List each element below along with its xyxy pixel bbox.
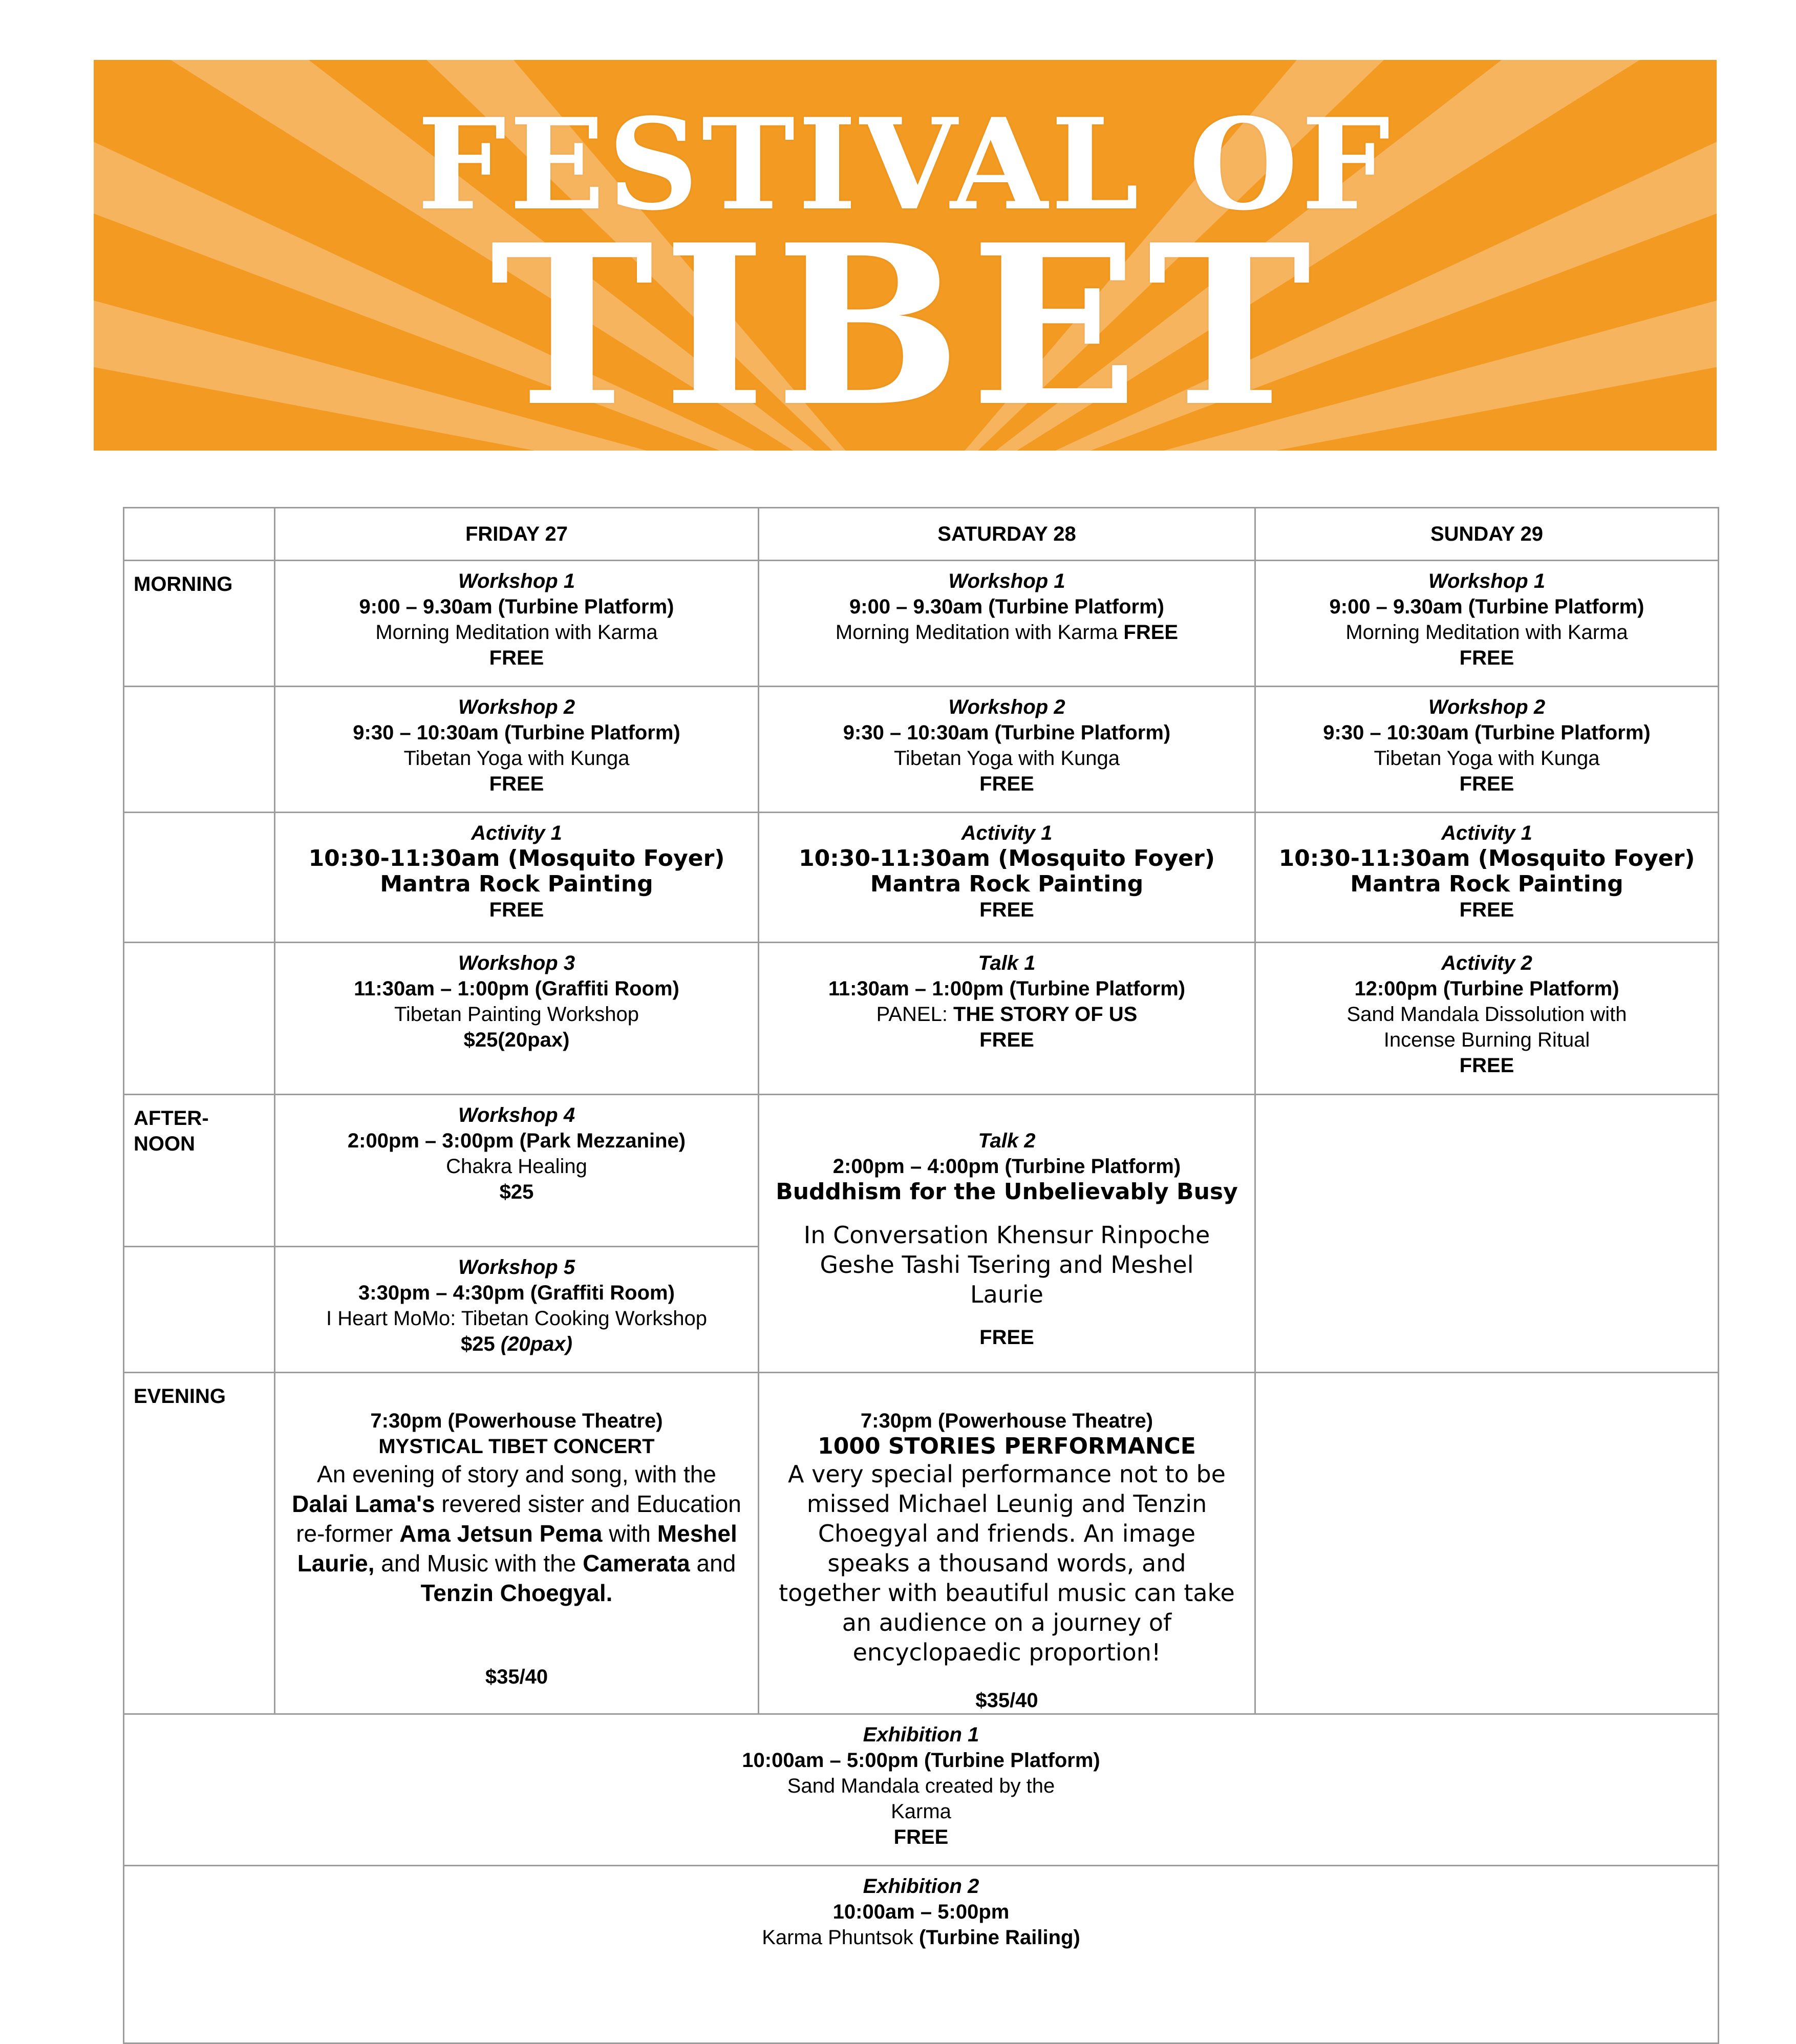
event-price: FREE bbox=[1459, 647, 1514, 669]
event-price: FREE bbox=[1459, 773, 1514, 795]
event-cell bbox=[759, 1373, 1255, 1714]
event-price: $25 bbox=[499, 1181, 534, 1203]
event-cell bbox=[759, 813, 1255, 943]
table-row bbox=[124, 1095, 1719, 1247]
event-description: A very special performance not to be missed Michael Leunig and Tenzin Choegyal and friends. An image speaks a thousand words, and together with beautiful music can take an audience on a journey of encyclopaedic proportion! bbox=[779, 1460, 1235, 1666]
event-time: 11:30am – 1:00pm (Graffiti Room) bbox=[354, 977, 679, 1000]
desc-highlight: Dalai Lama's bbox=[292, 1491, 435, 1517]
event-cell bbox=[275, 687, 759, 813]
empty-cell bbox=[1255, 1373, 1719, 1714]
event-title: Buddhism for the Unbelievably Busy bbox=[776, 1179, 1238, 1205]
slot-empty bbox=[124, 1247, 275, 1373]
event-price: FREE bbox=[979, 1326, 1034, 1349]
banner-title-line1: FESTIVAL OF bbox=[417, 91, 1394, 238]
event-price: $35/40 bbox=[975, 1689, 1038, 1712]
slot-evening: EVENING bbox=[124, 1373, 275, 1714]
empty-cell bbox=[1255, 1095, 1719, 1373]
desc-highlight: Meshel Laurie, bbox=[297, 1520, 737, 1577]
exhibition-cell bbox=[124, 1714, 1719, 1866]
event-description-text: Morning Meditation with Karma bbox=[835, 621, 1118, 644]
event-cell bbox=[759, 687, 1255, 813]
event-description-line2: Karma bbox=[891, 1800, 951, 1823]
event-description: Mantra Rock Painting bbox=[870, 871, 1144, 897]
event-type: Workshop 1 bbox=[458, 570, 575, 592]
event-description: Tibetan Yoga with Kunga bbox=[403, 747, 630, 770]
event-time: 10:30-11:30am (Mosquito Foyer) bbox=[308, 845, 725, 871]
event-description-prefix: PANEL: bbox=[876, 1003, 954, 1026]
event-type: Workshop 1 bbox=[948, 570, 1065, 592]
desc-highlight: Camerata bbox=[583, 1550, 690, 1577]
event-time: 9:00 – 9.30am (Turbine Platform) bbox=[849, 595, 1164, 618]
event-description: Mantra Rock Painting bbox=[1350, 871, 1623, 897]
event-price: FREE bbox=[893, 1826, 949, 1848]
event-cell bbox=[1255, 943, 1719, 1095]
event-time: 2:00pm – 3:00pm (Park Mezzanine) bbox=[347, 1130, 686, 1152]
event-time: 10:30-11:30am (Mosquito Foyer) bbox=[1278, 845, 1695, 871]
event-description bbox=[131, 1925, 1712, 1950]
event-cell bbox=[759, 561, 1255, 687]
event-cell bbox=[275, 1095, 759, 1247]
event-time: 9:30 – 10:30am (Turbine Platform) bbox=[1323, 721, 1651, 744]
event-time: 9:00 – 9.30am (Turbine Platform) bbox=[1329, 595, 1644, 618]
event-time: 10:00am – 5:00pm (Turbine Platform) bbox=[742, 1749, 1100, 1772]
event-type: Talk 1 bbox=[978, 952, 1036, 974]
event-title: 1000 STORIES PERFORMANCE bbox=[818, 1433, 1196, 1459]
event-type: Workshop 5 bbox=[458, 1256, 575, 1279]
exhibition-cell bbox=[124, 1866, 1719, 2043]
event-cell bbox=[759, 1095, 1255, 1373]
event-description: Morning Meditation with Karma bbox=[1345, 621, 1628, 644]
event-description: Mantra Rock Painting bbox=[380, 871, 653, 897]
event-time: 3:30pm – 4:30pm (Graffiti Room) bbox=[358, 1282, 675, 1304]
event-description bbox=[282, 1459, 752, 1608]
table-header-row bbox=[124, 508, 1719, 561]
event-price: $25(20pax) bbox=[463, 1029, 570, 1051]
event-description: Morning Meditation with Karma bbox=[375, 621, 658, 644]
event-time: 7:30pm (Powerhouse Theatre) bbox=[860, 1410, 1153, 1432]
event-description: Tibetan Yoga with Kunga bbox=[893, 747, 1120, 770]
desc-text: An evening of story and song, with the bbox=[317, 1461, 716, 1487]
event-time: 9:00 – 9.30am (Turbine Platform) bbox=[359, 595, 674, 618]
desc-text: with bbox=[602, 1520, 657, 1547]
event-time: 2:00pm – 4:00pm (Turbine Platform) bbox=[832, 1155, 1181, 1178]
slot-empty bbox=[124, 687, 275, 813]
desc-text: revered sister and Education re-former bbox=[296, 1491, 741, 1547]
event-price bbox=[282, 1331, 752, 1357]
event-description: In Conversation Khensur Rinpoche Geshe Tashi Tsering and Meshel Laurie bbox=[803, 1221, 1210, 1308]
event-price: FREE bbox=[979, 773, 1034, 795]
desc-highlight: Ama Jetsun Pema bbox=[399, 1520, 603, 1547]
table-row bbox=[124, 1714, 1719, 1866]
event-description-line2: Incense Burning Ritual bbox=[1383, 1029, 1590, 1051]
event-type: Exhibition 1 bbox=[863, 1723, 979, 1746]
event-type: Activity 1 bbox=[471, 822, 562, 844]
event-cell bbox=[275, 1373, 759, 1714]
event-price: FREE bbox=[489, 773, 544, 795]
event-description-line1: Sand Mandala Dissolution with bbox=[1346, 1003, 1627, 1026]
event-type: Workshop 1 bbox=[1428, 570, 1546, 592]
day-header-saturday: SATURDAY 28 bbox=[759, 508, 1255, 561]
event-time: 11:30am – 1:00pm (Turbine Platform) bbox=[828, 977, 1186, 1000]
event-cell bbox=[275, 1247, 759, 1373]
event-price: FREE bbox=[1459, 899, 1514, 921]
event-price: $35/40 bbox=[485, 1666, 548, 1688]
slot-afternoon: AFTER- NOON bbox=[124, 1095, 275, 1247]
event-type: Workshop 2 bbox=[948, 696, 1065, 718]
event-time: 9:30 – 10:30am (Turbine Platform) bbox=[843, 721, 1171, 744]
event-type: Workshop 2 bbox=[458, 696, 575, 718]
event-type: Activity 2 bbox=[1441, 952, 1532, 974]
desc-highlight: Tenzin Choegyal. bbox=[420, 1580, 613, 1606]
table-row bbox=[124, 687, 1719, 813]
event-time: 10:30-11:30am (Mosquito Foyer) bbox=[799, 845, 1215, 871]
schedule-table bbox=[123, 507, 1719, 2044]
event-price: FREE bbox=[979, 1029, 1034, 1051]
event-time: 7:30pm (Powerhouse Theatre) bbox=[370, 1410, 663, 1432]
event-cell bbox=[1255, 813, 1719, 943]
slot-empty bbox=[124, 813, 275, 943]
event-cell bbox=[1255, 561, 1719, 687]
festival-banner bbox=[94, 60, 1717, 451]
slot-morning: MORNING bbox=[124, 561, 275, 687]
desc-text: and Music with the bbox=[374, 1550, 583, 1577]
event-price: FREE bbox=[979, 899, 1034, 921]
table-row bbox=[124, 943, 1719, 1095]
event-description: Tibetan Yoga with Kunga bbox=[1374, 747, 1600, 770]
table-row bbox=[124, 813, 1719, 943]
event-price-note: (20pax) bbox=[500, 1333, 572, 1355]
event-title: MYSTICAL TIBET CONCERT bbox=[378, 1435, 655, 1458]
desc-text: and bbox=[690, 1550, 736, 1577]
event-location: (Turbine Railing) bbox=[919, 1926, 1080, 1949]
event-cell bbox=[275, 943, 759, 1095]
event-type: Activity 1 bbox=[1441, 822, 1532, 844]
event-price: FREE bbox=[1123, 621, 1179, 644]
event-description-line1: Sand Mandala created by the bbox=[787, 1775, 1055, 1797]
slot-empty bbox=[124, 943, 275, 1095]
event-type: Exhibition 2 bbox=[863, 1875, 979, 1898]
event-cell bbox=[1255, 687, 1719, 813]
corner-cell bbox=[124, 508, 275, 561]
event-price-value: $25 bbox=[461, 1333, 495, 1355]
event-type: Talk 2 bbox=[978, 1130, 1036, 1152]
event-description bbox=[765, 1002, 1248, 1027]
event-type: Workshop 3 bbox=[458, 952, 575, 974]
event-description-text: Karma Phuntsok bbox=[762, 1926, 920, 1949]
event-price: FREE bbox=[489, 899, 544, 921]
event-description bbox=[765, 620, 1248, 645]
day-header-friday: FRIDAY 27 bbox=[275, 508, 759, 561]
event-time: 10:00am – 5:00pm bbox=[832, 1901, 1010, 1923]
event-description: I Heart MoMo: Tibetan Cooking Workshop bbox=[326, 1307, 708, 1330]
table-row bbox=[124, 561, 1719, 687]
event-description: Tibetan Painting Workshop bbox=[394, 1003, 639, 1026]
event-type: Activity 1 bbox=[961, 822, 1053, 844]
event-time: 9:30 – 10:30am (Turbine Platform) bbox=[353, 721, 680, 744]
banner-title-line2: TIBET bbox=[489, 197, 1321, 451]
event-type: Workshop 2 bbox=[1428, 696, 1546, 718]
event-price: FREE bbox=[489, 647, 544, 669]
table-row bbox=[124, 1866, 1719, 2043]
event-description-title: THE STORY OF US bbox=[953, 1003, 1138, 1026]
day-header-sunday: SUNDAY 29 bbox=[1255, 508, 1719, 561]
event-cell bbox=[759, 943, 1255, 1095]
event-price: FREE bbox=[1459, 1054, 1514, 1077]
event-cell bbox=[275, 813, 759, 943]
table-row bbox=[124, 1373, 1719, 1714]
event-type: Workshop 4 bbox=[458, 1104, 575, 1126]
event-description: Chakra Healing bbox=[446, 1155, 587, 1178]
event-time: 12:00pm (Turbine Platform) bbox=[1354, 977, 1619, 1000]
event-cell bbox=[275, 561, 759, 687]
